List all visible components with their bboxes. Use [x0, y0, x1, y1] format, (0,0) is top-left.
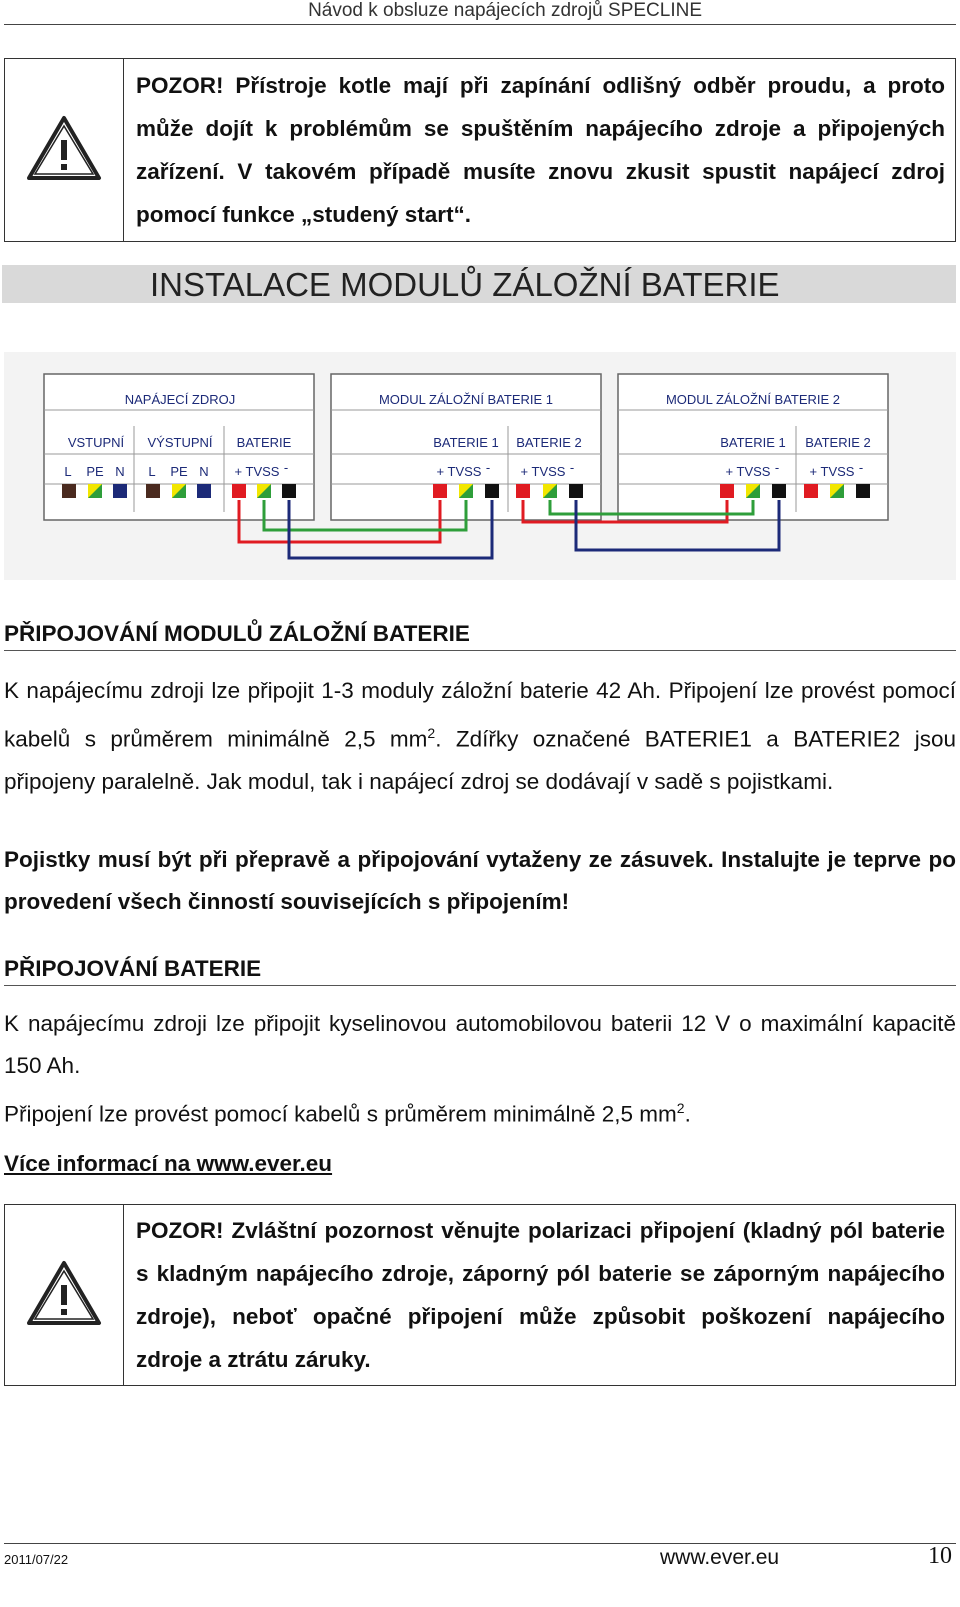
terminal-m2b1-plus — [720, 484, 734, 498]
label-vystupni: VÝSTUPNÍ — [147, 435, 213, 450]
terminal-m1b1-plus — [433, 484, 447, 498]
warning-icon-cell-2 — [5, 1205, 124, 1386]
label-l-out: L — [148, 464, 156, 479]
terminal-m2b1-tvss — [746, 484, 760, 498]
section1-superscript: 2 — [427, 725, 436, 741]
module1-tvss2: + TVSS — [520, 464, 566, 479]
module1-label-baterie1: BATERIE 1 — [433, 435, 499, 450]
section1-rule — [4, 650, 956, 651]
section1-text-b: . Zdířky označené BATERIE1 a BATERIE2 jsou připojeny paralelně. Jak modul, tak i napájecí zdroj se dodávají v sadě s pojistkami. — [4, 726, 956, 794]
terminal-m2b1-minus — [772, 484, 786, 498]
module2-minus1: - — [774, 460, 780, 475]
warning-icon-cell — [5, 59, 124, 242]
terminal-psu-tvss — [257, 484, 271, 498]
module2-title: MODUL ZÁLOŽNÍ BATERIE 2 — [665, 392, 841, 407]
section2-paragraph-1: K napájecímu zdroji lze připojit kyselinovou automobilovou baterii 12 V o maximální kapacitě 150 Ah. — [4, 1011, 956, 1078]
warning-box-2 — [4, 1204, 956, 1386]
terminal-m2b2-tvss — [830, 484, 844, 498]
running-header-title: Návod k obsluze napájecích zdrojů SPECLINE — [308, 0, 702, 21]
module2-label-baterie1: BATERIE 1 — [720, 435, 786, 450]
header-rule — [4, 24, 956, 25]
module1-minus2: - — [569, 460, 575, 475]
terminal-psu-minus — [282, 484, 296, 498]
footer-url: www.ever.eu — [660, 1546, 780, 1569]
module2-tvss2: + TVSS — [809, 464, 855, 479]
warning-triangle-icon-2 — [26, 1260, 102, 1326]
label-n-in: N — [115, 464, 125, 479]
wiring-diagram — [4, 352, 956, 580]
section1-bold-paragraph: Pojistky musí být při přepravě a připojování vytaženy ze zásuvek. Instalujte je teprve po provedení všech činností souvisejících s připojením! — [4, 847, 956, 914]
label-n-out: N — [199, 464, 209, 479]
module1-tvss1: + TVSS — [436, 464, 482, 479]
module1-title: MODUL ZÁLOŽNÍ BATERIE 1 — [378, 392, 554, 407]
label-pe-out: PE — [170, 464, 188, 479]
section1-paragraph — [4, 670, 956, 803]
label-baterie: BATERIE — [236, 435, 292, 450]
terminal-psu-plus — [232, 484, 246, 498]
section2-heading: PŘIPOJOVÁNÍ BATERIE — [4, 956, 262, 981]
module1-minus1: - — [485, 460, 491, 475]
label-l-in: L — [64, 464, 72, 479]
page-number: 10 — [928, 1543, 952, 1569]
warning-box-1 — [4, 58, 956, 242]
more-info-link[interactable]: Více informací na www.ever.eu — [4, 1151, 333, 1176]
running-header — [0, 0, 960, 24]
footer-rule — [4, 1543, 956, 1544]
terminal-l-out — [146, 484, 160, 498]
terminals — [62, 484, 870, 498]
section1-heading: PŘIPOJOVÁNÍ MODULŮ ZÁLOŽNÍ BATERIE — [4, 621, 470, 646]
label-pe-in: PE — [86, 464, 104, 479]
psu-title: NAPÁJECÍ ZDROJ — [124, 392, 236, 407]
terminal-l-in — [62, 484, 76, 498]
section1-text-a: K napájecímu zdroji lze připojit 1-3 moduly záložní baterie 42 Ah. Připojení lze provést pomocí kabelů s průměrem minimálně 2,5 mm — [4, 678, 956, 752]
module2-label-baterie2: BATERIE 2 — [805, 435, 871, 450]
section2-superscript: 2 — [676, 1100, 685, 1116]
warning-triangle-icon — [26, 115, 102, 181]
label-tvss-psu: + TVSS — [234, 464, 280, 479]
section2-rule — [4, 985, 956, 986]
module2-minus2: - — [858, 460, 864, 475]
section-band — [2, 265, 956, 303]
terminal-pe-out — [172, 484, 186, 498]
terminal-pe-in — [88, 484, 102, 498]
section2-text: Připojení lze provést pomocí kabelů s průměrem minimálně 2,5 mm — [4, 1101, 677, 1127]
warning-text-2: POZOR! Zvláštní pozornost věnujte polarizaci připojení (kladný pól baterie s kladným napájecího zdroje, záporný pól baterie se záporným napájecího zdroje), neboť opačné připojení může způsobit poškození napájecího zdroje a ztrátu záruky. — [124, 1205, 956, 1386]
section2-text-end: . — [684, 1101, 691, 1127]
label-vstupni: VSTUPNÍ — [67, 435, 125, 450]
warning-text-1: POZOR! Přístroje kotle mají při zapínání odlišný odběr proudu, a proto může dojít k problémům se spuštěním napájecího zdroje a připojených zařízení. V takovém případě musíte znovu zkusit spustit napájecí zdroj pomocí funkce „studený start“. — [124, 59, 956, 242]
terminal-m1b2-tvss — [543, 484, 557, 498]
terminal-m1b2-plus — [516, 484, 530, 498]
terminal-n-out — [197, 484, 211, 498]
terminal-m2b2-minus — [856, 484, 870, 498]
terminal-m1b2-minus — [569, 484, 583, 498]
terminal-m2b2-plus — [804, 484, 818, 498]
section-band-title: INSTALACE MODULŮ ZÁLOŽNÍ BATERIE — [150, 266, 780, 303]
terminal-n-in — [113, 484, 127, 498]
section2-paragraph-2 — [4, 1087, 956, 1136]
footer-date: 2011/07/22 — [4, 1552, 69, 1567]
terminal-m1b1-minus — [485, 484, 499, 498]
terminal-m1b1-tvss — [459, 484, 473, 498]
module2-tvss1: + TVSS — [725, 464, 771, 479]
module1-label-baterie2: BATERIE 2 — [516, 435, 582, 450]
label-minus-psu: - — [283, 460, 289, 475]
